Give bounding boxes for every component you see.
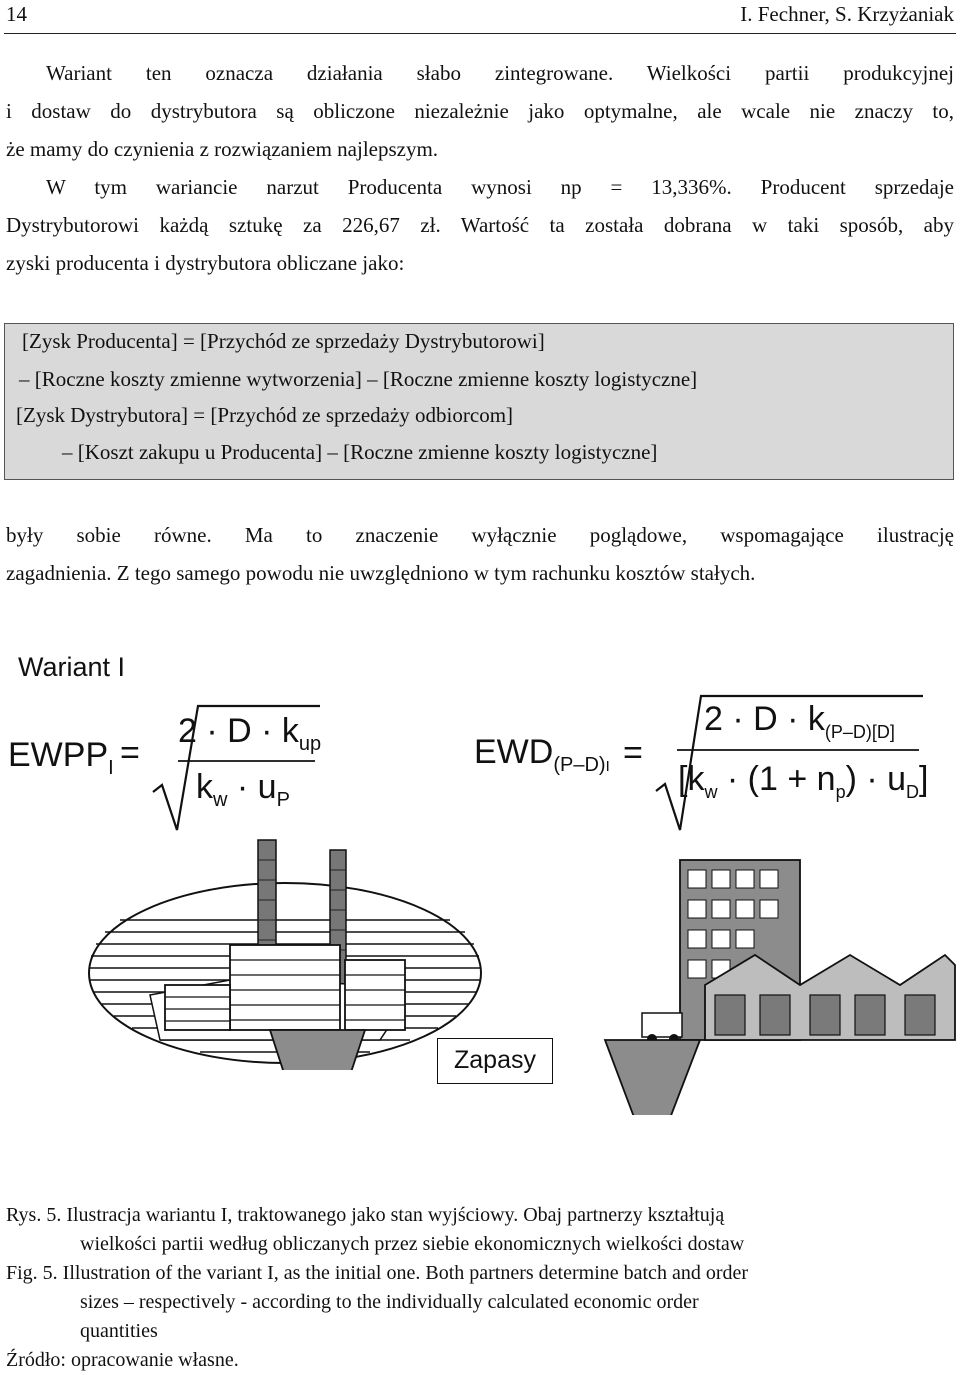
paragraph-3 bbox=[6, 516, 954, 592]
denominator-open: [k bbox=[678, 760, 705, 798]
figure-caption bbox=[6, 1201, 946, 1375]
denominator-end: ] bbox=[919, 760, 929, 798]
denominator-u-subscript: D bbox=[906, 781, 920, 802]
denominator-close: ) · u bbox=[845, 760, 907, 798]
paragraph-2-line: Dystrybutorowi każdą sztukę za 226,67 zł. Wartość ta została dobrana w taki sposób, aby bbox=[6, 213, 954, 237]
paragraph-3-line: były sobie równe. Ma to znaczenie wyłącznie poglądowe, wspomagające ilustrację bbox=[6, 523, 954, 547]
caption-pl-line: wielkości partii według obliczanych przez siebie ekonomicznych wielkości dostaw bbox=[80, 1233, 745, 1255]
paragraph-1-line: i dostaw do dystrybutora są obliczone niezależnie jako optymalne, ale wcale nie znaczy to, bbox=[6, 99, 954, 123]
paragraph-2-line: zyski producenta i dystrybutora obliczane jako: bbox=[6, 251, 405, 275]
numerator-subscript: (P–D)[D] bbox=[824, 721, 895, 742]
numerator-subscript: up bbox=[298, 732, 322, 755]
box-line-producer-profit: [Zysk Producenta] = [Przychód ze sprzedaży Dystrybutorowi] bbox=[22, 329, 545, 353]
caption-source: Źródło: opracowanie własne. bbox=[6, 1349, 239, 1371]
denominator-mid: · (1 + n bbox=[726, 760, 836, 798]
formula-ewd-paren: (P–D) bbox=[553, 753, 606, 776]
denominator-k-subscript: w bbox=[213, 788, 228, 811]
factory-illustration bbox=[80, 835, 500, 1070]
denominator-u-subscript: P bbox=[276, 788, 290, 811]
formula-ewpp-numerator bbox=[178, 712, 321, 756]
stock-label: Zapasy bbox=[437, 1038, 553, 1084]
caption-pl-line: Rys. 5. Ilustracja wariantu I, traktowanego jako stan wyjściowy. Obaj partnerzy kształtują bbox=[6, 1204, 725, 1226]
paragraph-1-line: Wariant ten oznacza działania słabo zintegrowane. Wielkości partii produkcyjnej bbox=[46, 61, 954, 85]
formula-ewd-equals: = bbox=[623, 734, 643, 772]
paragraph-2-line: W tym wariancie narzut Producenta wynosi np = 13,336%. Producent sprzedaje bbox=[46, 175, 954, 199]
running-header-authors: I. Fechner, S. Krzyżaniak bbox=[740, 2, 954, 26]
formula-ewpp-symbol: EWPP bbox=[8, 736, 109, 774]
formula-ewpp-denominator bbox=[196, 768, 290, 812]
caption-en-line: quantities bbox=[80, 1320, 158, 1342]
formula-ewpp-lhs bbox=[8, 736, 114, 780]
page-number: 14 bbox=[6, 2, 27, 26]
paragraph-3-line: zagadnienia. Z tego samego powodu nie uwzględniono w tym rachunku kosztów stałych. bbox=[6, 561, 756, 585]
formula-ewd-symbol: EWD bbox=[474, 733, 554, 771]
box-line-producer-costs: – [Roczne koszty zmienne wytworzenia] – [Roczne zmienne koszty logistyczne] bbox=[19, 367, 698, 391]
profit-definition-box bbox=[4, 323, 954, 480]
denominator-n-subscript: p bbox=[835, 781, 846, 802]
caption-en-line: sizes – respectively - according to the individually calculated economic order bbox=[80, 1291, 699, 1313]
denominator-u: · u bbox=[236, 768, 277, 806]
denominator-k-subscript: w bbox=[704, 781, 718, 802]
box-line-distributor-profit: [Zysk Dystrybutora] = [Przychód ze sprzedaży odbiorcom] bbox=[16, 403, 514, 427]
formula-ewpp-equals: = bbox=[120, 734, 140, 772]
denominator-k: k bbox=[196, 768, 213, 806]
formula-ewd-lhs bbox=[474, 733, 610, 777]
formula-ewd-denominator bbox=[678, 760, 929, 803]
variant-label: Wariant I bbox=[18, 652, 126, 682]
numerator-text: 2 · D · k bbox=[178, 712, 299, 750]
formula-ewd-subscript: I bbox=[605, 757, 610, 775]
formula-ewpp-subscript: I bbox=[108, 756, 114, 779]
warehouse-halls bbox=[705, 955, 955, 1040]
box-line-distributor-costs: – [Koszt zakupu u Producenta] – [Roczne zmienne koszty logistyczne] bbox=[62, 440, 658, 464]
numerator-text: 2 · D · k bbox=[704, 700, 825, 738]
producer-stock-triangle bbox=[270, 1030, 365, 1070]
paragraph-2 bbox=[6, 168, 954, 282]
distributor-stock-triangle bbox=[605, 1040, 700, 1115]
caption-en-line: Fig. 5. Illustration of the variant I, as the initial one. Both partners determine batch and order bbox=[6, 1262, 749, 1284]
warehouse-illustration bbox=[600, 855, 960, 1115]
paragraph-1 bbox=[6, 54, 954, 168]
formula-ewd-numerator bbox=[704, 700, 895, 743]
header-rule bbox=[4, 33, 956, 34]
paragraph-1-line: że mamy do czynienia z rozwiązaniem najlepszym. bbox=[6, 137, 439, 161]
